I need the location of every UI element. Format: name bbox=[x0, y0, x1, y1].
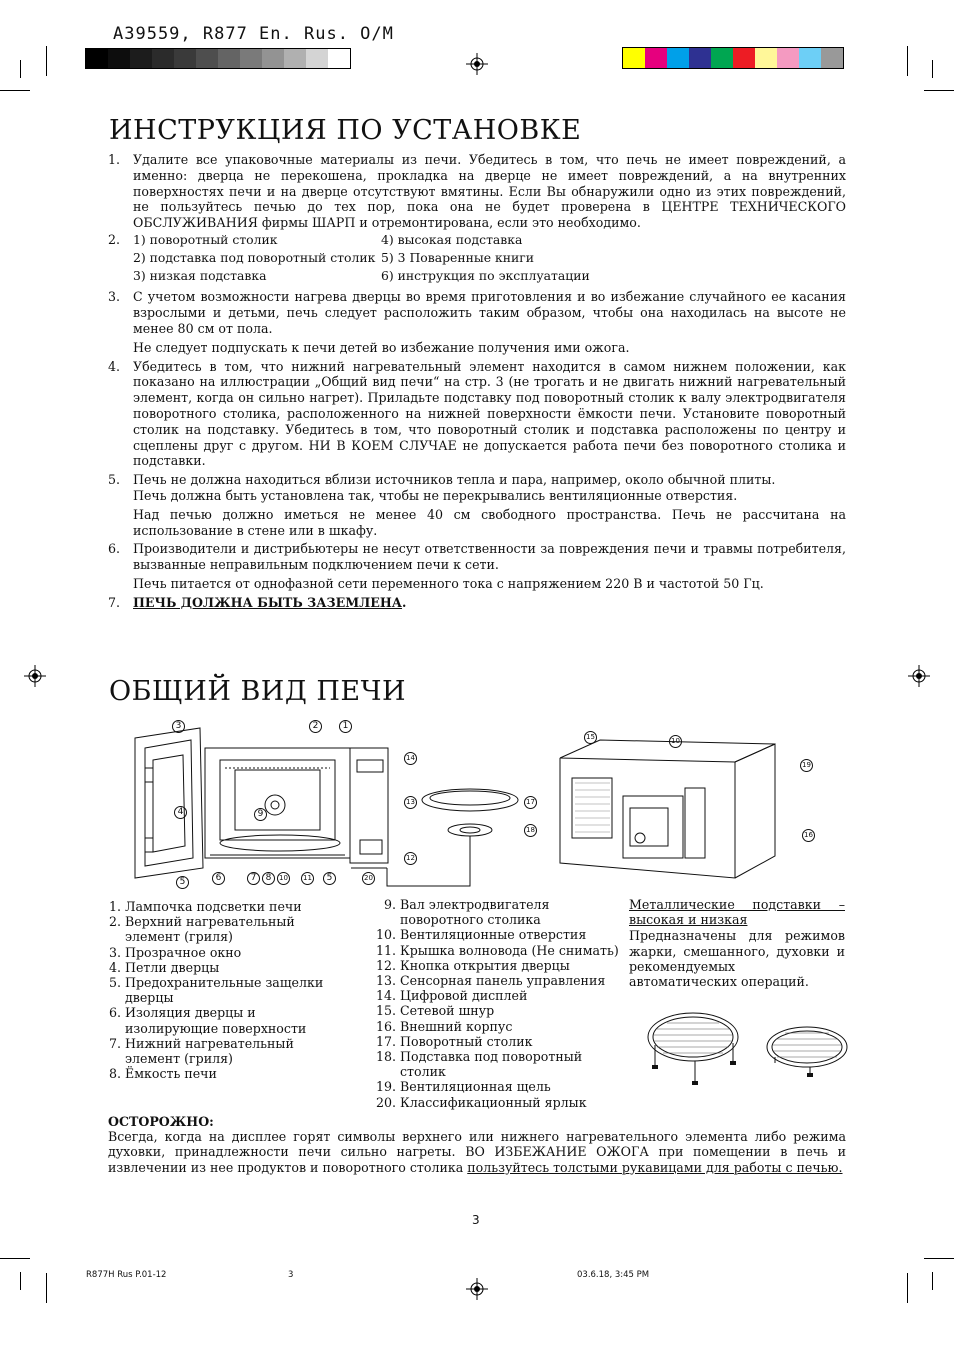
registration-mark-icon bbox=[908, 665, 930, 687]
grounding-warning: ПЕЧЬ ДОЛЖНА БЫТЬ ЗАЗЕМЛЕНА bbox=[133, 594, 403, 610]
legend-item bbox=[372, 973, 622, 988]
callout-label: 3 bbox=[172, 720, 185, 733]
legend-item bbox=[109, 1066, 344, 1081]
legend-number: 1. bbox=[109, 899, 122, 914]
crop-mark bbox=[0, 90, 30, 91]
legend-text: Лампочка подсветки печи bbox=[125, 899, 302, 914]
item-number: 4. bbox=[108, 358, 121, 374]
legend-left bbox=[109, 899, 344, 1081]
legend-item bbox=[109, 945, 344, 960]
list-item bbox=[108, 595, 846, 611]
legend-text: Цифровой дисплей bbox=[400, 988, 528, 1004]
legend-item bbox=[372, 927, 622, 942]
legend-text: Нижний нагревательный элемент (гриля) bbox=[125, 1035, 294, 1067]
legend-number: 7. bbox=[109, 1035, 122, 1051]
legend-number: 4. bbox=[109, 959, 122, 975]
legend-item bbox=[372, 1079, 622, 1094]
item-text: Производители и дистрибьютеры не несут ответственности за повреждения печи и травмы потребителя, вызванные неправильным подключением печи к сети. bbox=[133, 541, 846, 573]
legend-text: Сенсорная панель управления bbox=[400, 973, 606, 989]
callout-label: 4 bbox=[174, 806, 187, 819]
legend-text: Вентиляционная щель bbox=[400, 1079, 551, 1095]
item-number: 2. bbox=[108, 231, 121, 247]
list-item bbox=[108, 289, 846, 355]
legend-number: 9. bbox=[383, 897, 396, 912]
legend-number: 2. bbox=[109, 914, 122, 930]
legend-number: 5. bbox=[109, 975, 122, 991]
legend-number: 18. bbox=[375, 1049, 396, 1065]
legend-text: Сетевой шнур bbox=[400, 1003, 495, 1019]
item-number: 3. bbox=[108, 289, 121, 305]
crop-mark bbox=[932, 60, 933, 78]
item-text: Печь не должна находиться вблизи источников тепла и пара, например, около обычной плиты. bbox=[133, 472, 776, 488]
grey-swatch bbox=[240, 49, 262, 68]
grey-calibration-bar bbox=[85, 48, 351, 69]
legend-text: Изоляция дверцы и изолирующие поверхности bbox=[125, 1005, 307, 1036]
crop-mark bbox=[20, 60, 21, 78]
crop-mark bbox=[907, 1273, 908, 1303]
legend-item bbox=[372, 897, 622, 927]
callout-label: 17 bbox=[524, 796, 537, 809]
legend-number: 13. bbox=[375, 973, 396, 989]
grounding-warning-period: . bbox=[402, 594, 407, 610]
legend-text: Классификационный ярлык bbox=[400, 1094, 587, 1110]
color-swatch bbox=[799, 48, 821, 68]
legend-text: Верхний нагревательный элемент (гриля) bbox=[125, 914, 295, 945]
callout-label: 15 bbox=[584, 731, 597, 744]
legend-item bbox=[372, 1019, 622, 1034]
legend-number: 19. bbox=[375, 1079, 396, 1095]
legend-item bbox=[372, 1003, 622, 1018]
callout-label: 9 bbox=[254, 808, 267, 821]
legend-text: Предохранительные защелки дверцы bbox=[125, 975, 324, 1006]
color-swatch bbox=[821, 48, 843, 68]
callout-label: 14 bbox=[404, 752, 417, 765]
racks-title: Металлические подставки – высокая и низкая bbox=[629, 897, 845, 928]
legend-mid bbox=[372, 897, 622, 1110]
item-text: С учетом возможности нагрева дверцы во время приготовления и во избежание случайного ее касания взрослыми и детьми, печь следует расположить таким образом, чтобы она находилась на высоте не менее 80 см от пола. bbox=[133, 289, 846, 336]
legend-item bbox=[372, 958, 622, 973]
color-swatch bbox=[623, 48, 645, 68]
item-text: Печь должна быть установлена так, чтобы не перекрывались вентиляционные отверстия. bbox=[133, 487, 738, 503]
legend-number: 10. bbox=[375, 927, 396, 943]
list-item bbox=[108, 232, 846, 283]
footer-left: R877H Rus P.01-12 bbox=[86, 1270, 167, 1280]
callout-label: 2 bbox=[309, 720, 322, 733]
racks-illustration bbox=[645, 1005, 850, 1095]
grey-swatch bbox=[174, 49, 196, 68]
grey-swatch bbox=[218, 49, 240, 68]
section-title-installation: ИНСТРУКЦИЯ ПО УСТАНОВКЕ bbox=[109, 115, 582, 146]
crop-mark bbox=[46, 46, 47, 76]
legend-item bbox=[109, 899, 344, 914]
registration-mark-icon bbox=[24, 665, 46, 687]
legend-number: 12. bbox=[375, 957, 396, 973]
legend-number: 11. bbox=[375, 942, 396, 958]
caution-block bbox=[108, 1114, 846, 1175]
callout-label: 8 bbox=[262, 872, 275, 885]
color-swatch bbox=[777, 48, 799, 68]
legend-text: Крышка волновода (Не снимать) bbox=[400, 942, 619, 958]
callout-label: 6 bbox=[212, 872, 225, 885]
caution-title: ОСТОРОЖНО: bbox=[108, 1114, 214, 1129]
legend-number: 3. bbox=[109, 944, 122, 960]
legend-text: Петли дверцы bbox=[125, 959, 220, 975]
crop-mark bbox=[924, 90, 954, 91]
racks-text: Предназначены для режимов жарки, смешанного, духовки и рекомендуемых автоматических операций. bbox=[629, 928, 845, 990]
caution-underlined: пользуйтесь толстыми рукавицами для работы с печью. bbox=[467, 1159, 843, 1175]
content-entry: 2) подставка под поворотный столик bbox=[133, 249, 376, 265]
page-number: 3 bbox=[472, 1213, 480, 1227]
content-entry: 4) высокая подставка bbox=[381, 231, 523, 247]
registration-mark-icon bbox=[466, 53, 488, 75]
list-item bbox=[108, 359, 846, 470]
item-text: Не следует подпускать к печи детей во избежание получения ими ожога. bbox=[133, 339, 630, 355]
grey-swatch bbox=[86, 49, 108, 68]
legend-text: Прозрачное окно bbox=[125, 944, 242, 960]
crop-mark bbox=[932, 1272, 933, 1290]
grey-swatch bbox=[196, 49, 218, 68]
legend-text: Кнопка открытия дверцы bbox=[400, 957, 570, 973]
racks-description bbox=[629, 897, 845, 989]
document-code: A39559, R877 En. Rus. O/M bbox=[113, 24, 394, 44]
callout-label: 5 bbox=[176, 876, 189, 889]
crop-mark bbox=[46, 1273, 47, 1303]
legend-item bbox=[109, 1036, 344, 1066]
legend-text: Вал электродвигателя поворотного столика bbox=[400, 897, 550, 928]
callout-label: 16 bbox=[802, 829, 815, 842]
legend-number: 14. bbox=[375, 988, 396, 1004]
legend-number: 15. bbox=[375, 1003, 396, 1019]
color-swatch bbox=[689, 48, 711, 68]
legend-number: 20. bbox=[375, 1094, 396, 1110]
item-number: 6. bbox=[108, 541, 121, 557]
callout-label: 13 bbox=[404, 796, 417, 809]
item-number: 5. bbox=[108, 472, 121, 488]
content-entry: 3) низкая подставка bbox=[133, 267, 267, 283]
legend-item bbox=[372, 1049, 622, 1079]
item-text: Убедитесь в том, что нижний нагревательный элемент находится в самом нижнем положении, как показано на иллюстрации „Общий вид печи“ на стр. 3 (не трогать и не двигать нижний нагревательный элемент, когда он сильно нагрет). Приладьте подставку под поворотный столик к валу электродвигателя поворотного столика, расположенного на нижней поверхности ёмкости печи. Установите поворотный столик на подставку. Убедитесь в том, что поворотный столик и подставка расположены по центру и сцеплены друг с другом. НИ В КОЕМ СЛУЧАЕ не допускается работа печи без поворотного столика и подставки. bbox=[133, 358, 846, 469]
installation-list bbox=[108, 152, 846, 611]
content-entry: 6) инструкция по эксплуатации bbox=[381, 267, 590, 283]
footer-mid: 3 bbox=[288, 1270, 294, 1280]
content-entry: 5) 3 Поваренные книги bbox=[381, 249, 535, 265]
grey-swatch bbox=[152, 49, 174, 68]
grey-swatch bbox=[130, 49, 152, 68]
callout-label: 10 bbox=[669, 735, 682, 748]
legend-number: 6. bbox=[109, 1005, 122, 1021]
registration-mark-icon bbox=[466, 1278, 488, 1300]
item-number: 1. bbox=[108, 152, 121, 167]
legend-number: 17. bbox=[375, 1033, 396, 1049]
item-text: Удалите все упаковочные материалы из печи. Убедитесь в том, что печь не имеет повреждений, а именно: дверца не перекошена, прокладка на дверце не имеет повреждений, а на внутренних поверхностях печи и на дверце отсутствуют вмятины. Если Вы обнаружили одно из этих повреждений, не пользуйтесь печью до тех пор, пока она не будет проверена в ЦЕНТРЕ ТЕХНИЧЕСКОГО ОБСЛУЖИВАНИЯ фирмы ШАРП и отремонтирована, если это необходимо. bbox=[133, 152, 846, 231]
legend-text: Ёмкость печи bbox=[125, 1066, 217, 1082]
list-item bbox=[108, 472, 846, 538]
oven-diagram bbox=[125, 718, 825, 890]
legend-item bbox=[109, 975, 344, 1005]
legend-item bbox=[372, 1095, 622, 1110]
callout-label: 1 bbox=[339, 720, 352, 733]
legend-text: Внешний корпус bbox=[400, 1018, 513, 1034]
color-swatch bbox=[645, 48, 667, 68]
legend-item bbox=[109, 1005, 344, 1035]
callout-label: 11 bbox=[301, 872, 314, 885]
crop-mark bbox=[20, 1272, 21, 1290]
color-swatch bbox=[711, 48, 733, 68]
color-swatch bbox=[733, 48, 755, 68]
footer-right: 03.6.18, 3:45 PM bbox=[577, 1270, 650, 1280]
legend-number: 8. bbox=[109, 1066, 122, 1082]
callout-label: 5 bbox=[323, 872, 336, 885]
grey-swatch bbox=[108, 49, 130, 68]
item-text: Над печью должно иметься не менее 40 см свободного пространства. Печь не рассчитана на использование в стене или в шкафу. bbox=[133, 506, 846, 538]
grey-swatch bbox=[262, 49, 284, 68]
legend-item bbox=[372, 943, 622, 958]
callout-label: 12 bbox=[404, 852, 417, 865]
content-entry: 1) поворотный столик bbox=[133, 231, 278, 247]
legend-number: 16. bbox=[375, 1018, 396, 1034]
grey-swatch bbox=[284, 49, 306, 68]
legend-item bbox=[109, 960, 344, 975]
item-number: 7. bbox=[108, 594, 121, 610]
color-swatch bbox=[755, 48, 777, 68]
list-item bbox=[108, 541, 846, 591]
legend-text: Поворотный столик bbox=[400, 1033, 533, 1049]
callout-label: 19 bbox=[800, 759, 813, 772]
list-item bbox=[108, 152, 846, 231]
callout-label: 7 bbox=[247, 872, 260, 885]
item-text: Печь питается от однофазной сети переменного тока с напряжением 220 В и частотой 50 Гц. bbox=[133, 575, 764, 591]
crop-mark bbox=[0, 1258, 30, 1259]
legend-item bbox=[109, 914, 344, 944]
legend-text: Подставка под поворотный столик bbox=[400, 1049, 583, 1080]
package-contents bbox=[133, 232, 651, 283]
crop-mark bbox=[907, 46, 908, 76]
grey-swatch bbox=[328, 49, 350, 68]
callout-label: 10 bbox=[277, 872, 290, 885]
color-calibration-bar bbox=[622, 47, 844, 69]
crop-mark bbox=[924, 1258, 954, 1259]
legend-item bbox=[372, 1034, 622, 1049]
legend-text: Вентиляционные отверстия bbox=[400, 927, 587, 943]
caution-text: Всегда, когда на дисплее горят символы верхнего или нижнего нагревательного элемента либо режима духовки, принадлежности печи сильно нагреты. ВО ИЗБЕЖАНИЕ ОЖОГА при помещении в печь и извлечении из нее продуктов и поворотного столика bbox=[108, 1129, 846, 1175]
legend-item bbox=[372, 988, 622, 1003]
color-swatch bbox=[667, 48, 689, 68]
grey-swatch bbox=[306, 49, 328, 68]
callout-label: 20 bbox=[362, 872, 375, 885]
section-title-overview: ОБЩИЙ ВИД ПЕЧИ bbox=[109, 676, 407, 707]
callout-label: 18 bbox=[524, 824, 537, 837]
